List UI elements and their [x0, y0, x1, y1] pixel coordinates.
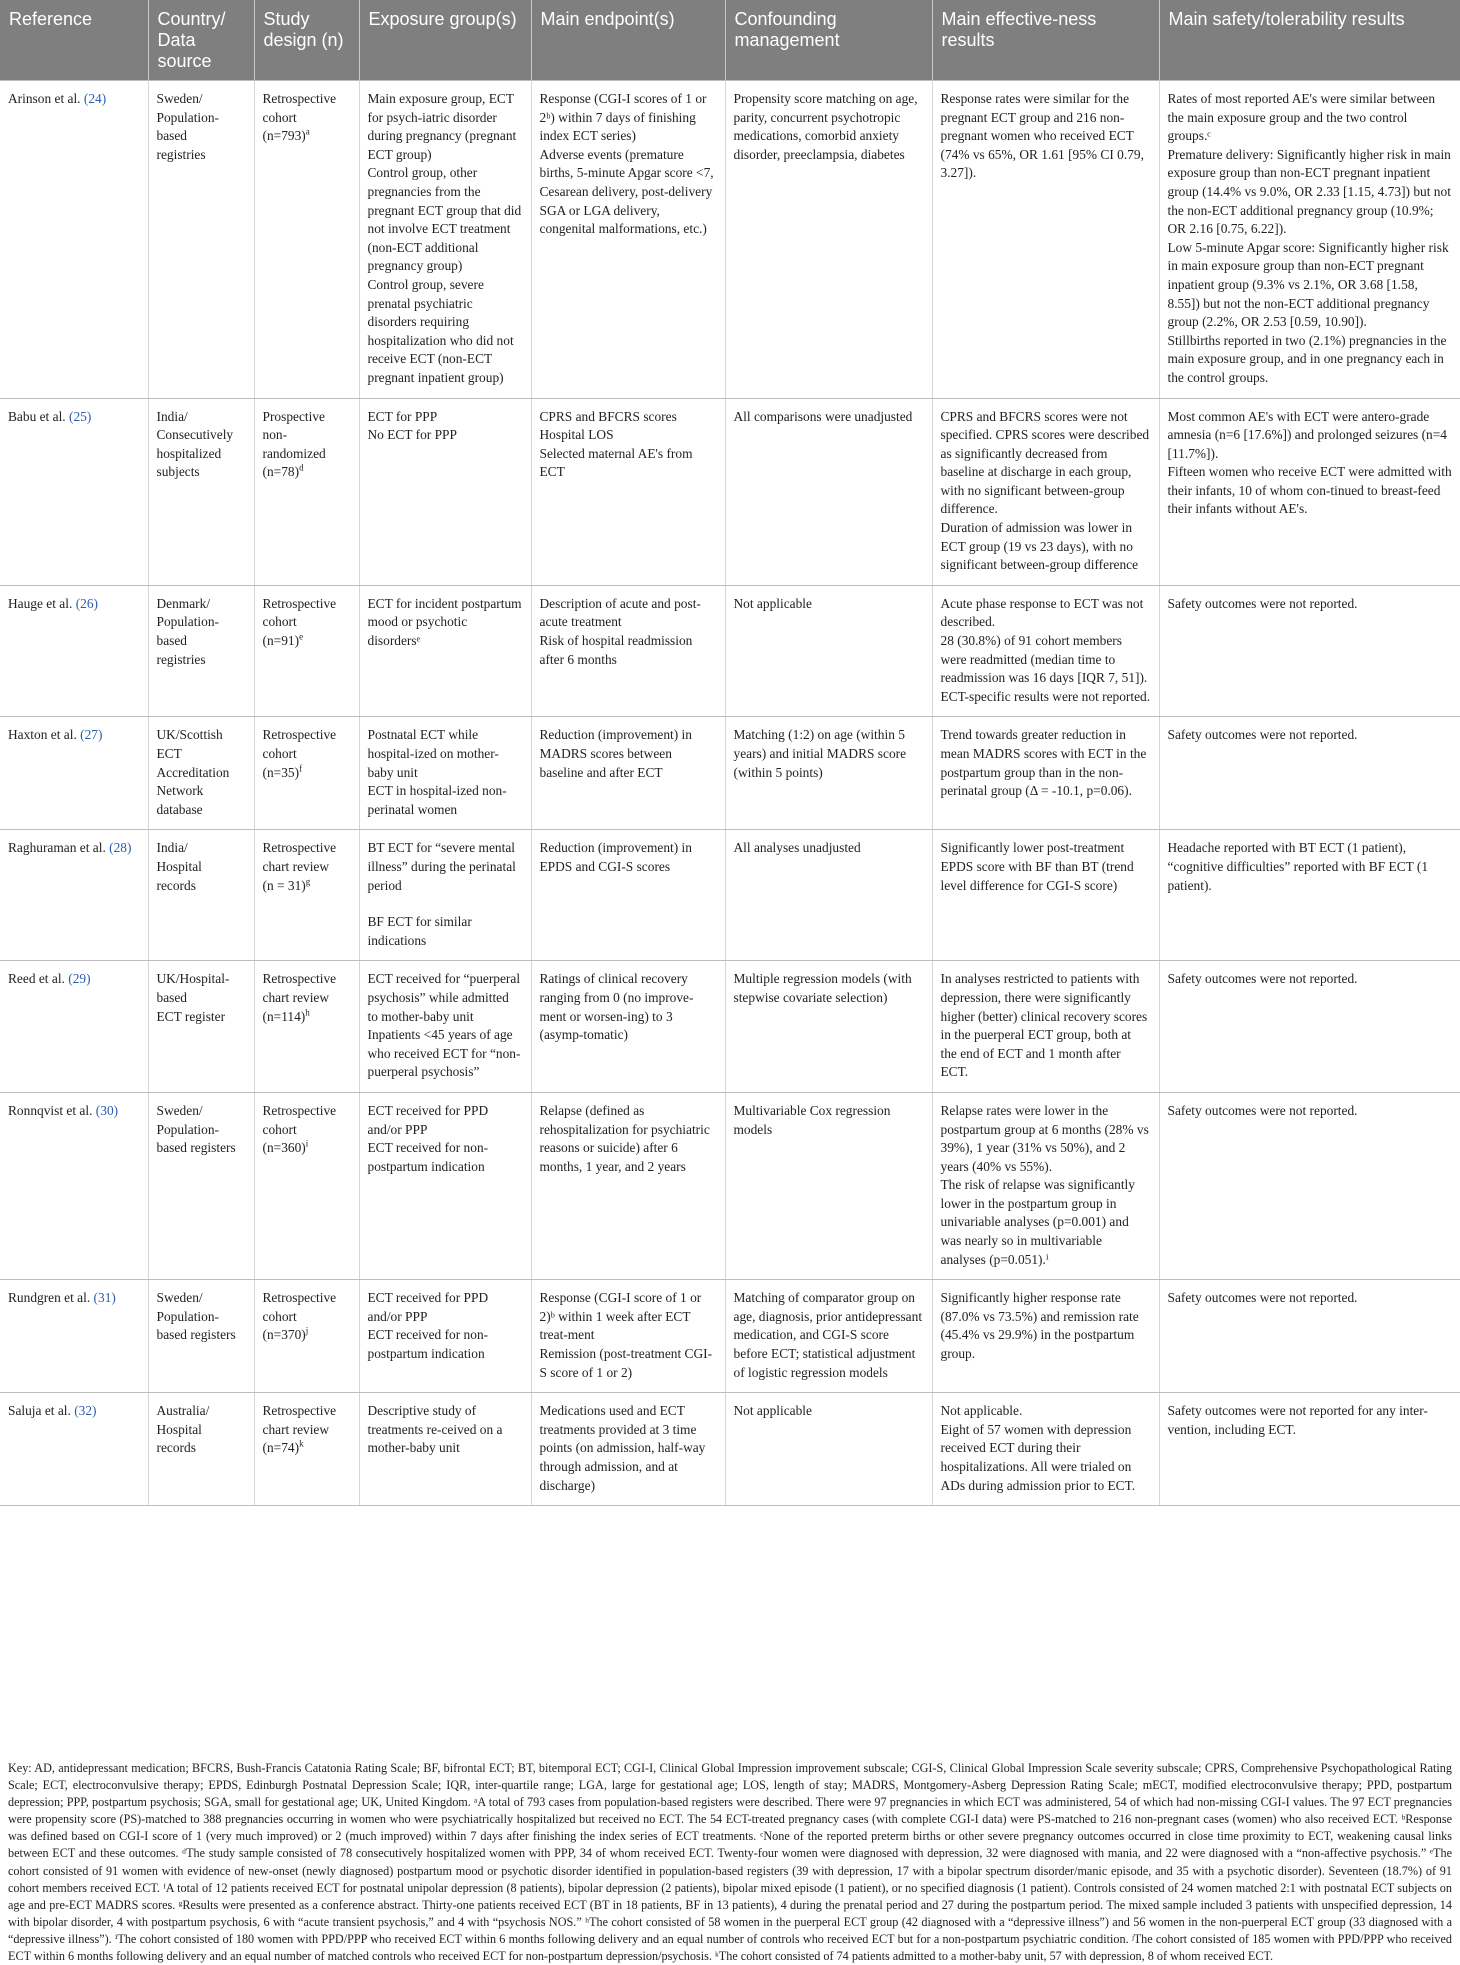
exposure-paragraph: ECT received for non-postpartum indication [367, 1140, 489, 1174]
column-header: Confounding management [725, 0, 932, 81]
footnote-marker: d [299, 462, 304, 473]
safety-paragraph: Safety outcomes were not reported. [1167, 595, 1358, 611]
exposure-paragraph: ECT for PPP [367, 408, 438, 424]
confounding-paragraph: Not applicable [733, 1403, 812, 1419]
effectiveness-paragraph: Duration of admission was lower in ECT group (19 vs 23 days), with no significant between-group difference [940, 520, 1139, 573]
header-row [0, 0, 1460, 81]
country-line: Sweden/ [156, 91, 203, 106]
effectiveness-paragraph: Response rates were similar for the pregnant ECT group and 216 non-pregnant women who received ECT (74% vs 65%, OR 1.61 [95% CI 0.79, 3.27]). [940, 91, 1144, 181]
country-line: India/ [156, 408, 188, 424]
safety-cell [1159, 1393, 1460, 1506]
sample-size-value: (n=360) [262, 1140, 306, 1156]
reference-cell [0, 398, 148, 585]
table-row [0, 1393, 1460, 1506]
confounding-cell [725, 717, 932, 830]
country-line: India/ [156, 840, 188, 856]
endpoint-paragraph: Medications used and ECT treatments provided at 3 time points (on admission, half-way through admission, and at discharge) [539, 1403, 706, 1493]
endpoint-cell [531, 398, 725, 585]
exposure-paragraph: Control group, other pregnancies from the pregnant ECT group that did not involve ECT treatment (non-ECT additional pregnancy group) [367, 165, 522, 274]
effectiveness-paragraph: Acute phase response to ECT was not described. [940, 595, 1144, 630]
endpoint-paragraph: Adverse events (premature births, 5-minute Apgar score <7, Cesarean delivery, post-delivery SGA or LGA delivery, congenital malformations, etc.) [539, 146, 714, 237]
exposure-paragraph: Inpatients <45 years of age who received ECT for “non-puerperal psychosis” [367, 1027, 521, 1080]
reference-citation-link[interactable]: (29) [68, 971, 91, 987]
effectiveness-cell [932, 585, 1159, 717]
country-line: Population- [156, 1308, 219, 1324]
design-line: Retrospective [262, 91, 337, 106]
column-header: Country/ Data source [148, 0, 254, 81]
sample-size [263, 1439, 351, 1458]
safety-cell [1159, 830, 1460, 961]
country-cell [148, 81, 254, 399]
endpoint-paragraph: Reduction (improvement) in MADRS scores between baseline and after ECT [539, 727, 692, 780]
reference-name: Haxton et al. [8, 727, 77, 743]
country-cell [148, 1280, 254, 1393]
design-cell [254, 1393, 359, 1506]
country-line: based [156, 989, 187, 1005]
confounding-cell [725, 81, 932, 399]
sample-size [263, 877, 351, 896]
effectiveness-cell [932, 830, 1159, 961]
footnote-marker: h [305, 1007, 310, 1018]
exposure-paragraph: Main exposure group, ECT for psych-iatric disorder during pregnancy (pregnant ECT group) [367, 91, 517, 162]
endpoint-cell [531, 81, 725, 399]
design-line: Retrospective [262, 971, 337, 987]
table-body [0, 81, 1460, 1506]
exposure-cell [359, 1393, 531, 1506]
design-line: cohort [262, 746, 297, 761]
safety-paragraph: Safety outcomes were not reported. [1167, 727, 1358, 743]
safety-paragraph: Stillbirths reported in two (2.1%) pregnancies in the main exposure group, and in one pregnancy each in the control groups. [1167, 332, 1447, 385]
endpoint-paragraph: Response (CGI-I scores of 1 or 2ᵇ) within 7 days of finishing index ECT series) [539, 91, 707, 144]
safety-paragraph: Most common AE's with ECT were antero-grade amnesia (n=6 [17.6%]) and prolonged seizures (n=4 [11.7%]). [1167, 408, 1447, 461]
confounding-cell [725, 1280, 932, 1393]
footnote-marker: g [305, 876, 311, 887]
sample-size [263, 1326, 351, 1345]
endpoint-paragraph: Remission (post-treatment CGI-S score of 1 or 2) [539, 1346, 713, 1380]
table-header [0, 0, 1460, 81]
design-line: chart review [262, 1421, 330, 1437]
confounding-cell [725, 585, 932, 717]
endpoint-cell [531, 830, 725, 961]
country-line: Network [156, 783, 204, 799]
country-line: Sweden/ [156, 1102, 203, 1118]
exposure-paragraph: Control group, severe prenatal psychiatric disorders requiring hospitalization who did not receive ECT (non-ECT pregnant inpatient group) [367, 276, 514, 385]
country-line: based [156, 128, 187, 144]
reference-name: Rundgren et al. [8, 1290, 91, 1306]
confounding-paragraph: Multiple regression models (with stepwise covariate selection) [733, 971, 912, 1005]
column-header: Reference [0, 0, 148, 81]
design-line: randomized [262, 445, 326, 461]
table-row [0, 1092, 1460, 1279]
exposure-cell [359, 830, 531, 961]
exposure-cell [359, 961, 531, 1093]
reference-citation-link[interactable]: (26) [75, 595, 98, 611]
effectiveness-cell [932, 961, 1159, 1093]
footnote-marker: f [299, 763, 303, 774]
safety-cell [1159, 585, 1460, 717]
reference-citation-link[interactable]: (31) [93, 1290, 116, 1306]
country-line: Consecutively [156, 427, 234, 443]
design-cell [254, 81, 359, 399]
reference-cell [0, 81, 148, 399]
endpoint-cell [531, 961, 725, 1093]
design-cell [254, 585, 359, 717]
reference-name: Reed et al. [8, 971, 65, 987]
exposure-paragraph: ECT received for non-postpartum indication [367, 1327, 489, 1362]
effectiveness-paragraph: The risk of relapse was significantly lower in the postpartum group in univariable analyses (p=0.001) and was nearly so in multivariable analyses (p=0.051).ⁱ [940, 1177, 1135, 1267]
reference-citation-link[interactable]: (24) [83, 91, 107, 106]
country-cell [148, 1393, 254, 1506]
country-line: hospitalized [156, 445, 222, 461]
country-line: registries [156, 146, 206, 162]
safety-paragraph: Headache reported with BT ECT (1 patient), “cognitive difficulties” reported with BF ECT (1 patient). [1167, 840, 1429, 893]
endpoint-paragraph: Description of acute and post-acute treatment [539, 595, 701, 630]
design-cell [254, 1280, 359, 1393]
table-footnotes [8, 1760, 1452, 1965]
country-cell [148, 1092, 254, 1279]
endpoint-cell [531, 1393, 725, 1506]
exposure-paragraph: ECT received for PPD and/or PPP [367, 1290, 489, 1324]
country-line: Population- [156, 1121, 219, 1137]
country-cell [148, 398, 254, 585]
reference-name: Arinson et al. [8, 91, 81, 106]
sample-size-value: (n=35) [262, 764, 300, 780]
design-line: Retrospective [262, 595, 337, 611]
column-header: Main effective-ness results [932, 0, 1159, 81]
reference-cell [0, 1393, 148, 1506]
design-cell [254, 717, 359, 830]
reference-citation-link[interactable]: (28) [109, 840, 132, 856]
endpoint-cell [531, 1280, 725, 1393]
country-cell [148, 717, 254, 830]
confounding-paragraph: Propensity score matching on age, parity, concurrent psychotropic medications, comorbid anxiety disorder, preeclampsia, diabetes [733, 91, 918, 162]
reference-citation-link[interactable]: (25) [69, 408, 92, 424]
footnotes-text: Key: AD, antidepressant medication; BFCRS, Bush-Francis Catatonia Rating Scale; BF, bifrontal ECT; BT, bitemporal ECT; CGI-I, Clinical Global Impression improvement subscale; CGI-S, Clinical Global Impression Scale severity subscale; CPRS, Comprehensive Psychopathological Rating Scale; ECT, electroconvulsive therapy; EPDS, Edinburgh Postnatal Depression Scale; IQR, inter-quartile range; LGA, large for gestational age; LOS, length of stay; MADRS, Montgomery-Asberg Depression Rating Scale; mECT, modified electroconvulsive therapy; PPD, postpartum depression; PPP, postpartum psychosis; SGA, small for gestational age; UK, United Kingdom. ᵃA total of 793 cases from population-based registers were described. There were 97 pregnancies in which ECT was administered, 54 of which had non-missing CGI-I values. The 97 ECT pregnancies were propensity score (PS)-matched to 388 pregnancies occurring in women who were psychiatrically hospitalized but received no ECT. The 54 ECT-treated pregnancy cases (with complete CGI-I data) were PS-matched to 216 non-pregnant cases (women) who also received ECT. ᵇResponse was defined based on CGI-I score of 1 (very much improved) or 2 (much improved) within 7 days after finishing the index series of ECT treatments. ᶜNone of the reported preterm births or other severe pregnancy outcomes occurred in close time proximity to ECT, weakening causal links between ECT and these outcomes. ᵈThe study sample consisted of 78 consecutively hospitalized women with PPP, 34 of whom received ECT. Twenty-four women were diagnosed with depression, 32 were diagnosed with mania, and 22 were diagnosed with a “non-affective psychosis.” ᵉThe cohort consisted of 91 women with evidence of new-onset (newly diagnosed) postpartum mood or psychotic disorder identified in population-based registers (39 with depression, 17 with a bipolar spectrum disorder/manic episode, and 35 with a psychotic disorder). Seventeen (18.7%) of 91 cohort members received ECT. ᶠA total of 12 patients received ECT for postnatal unipolar depression (8 patients), bipolar depression (2 patients), bipolar mixed episode (1 patient), or no specified diagnosis (1 patient). Controls consisted of 24 women matched 2:1 with postnatal ECT subjects on age and pre-ECT MADRS scores. ᵍResults were presented as a conference abstract. Thirty-one patients received ECT (BT in 18 patients, BF in 13 patients), 4 during the prenatal period and 27 during the postpartum period. The mixed sample included 3 patients with unspecified depression, 14 with bipolar disorder, 4 with postpartum psychosis, 6 with “acute transient psychosis,” and 4 with “psychosis NOS.” ʰThe cohort consisted of 58 women in the puerperal ECT group (42 diagnosed with a “depressive illness”) and 56 women in the non-puerperal ECT group (33 diagnosed with a “depressive illness”). ⁱThe cohort consisted of 180 women with PPD/PPP who received ECT within 6 months following delivery and an equal number of controls who received ECT but for a non-postpartum psychiatric condition. ʲThe cohort consisted of 185 women with PPD/PPP who received ECT within 6 months following delivery and an equal number of matched controls who received ECT for non-postpartum depression/psychosis. ᵏThe cohort consisted of 74 patients admitted to a mother-baby unit, 57 with depression, 8 of whom received ECT. [8, 1761, 1452, 1964]
design-line: chart review [262, 858, 330, 874]
safety-paragraph: Premature delivery: Significantly higher risk in main exposure group than non-ECT pregnant inpatient group (14.4% vs 9.0%, OR 2.33 [1.15, 4.73]) but not the non-ECT additional pregnancy group (10.9%; OR 2.16 [0.75, 6.22]). [1167, 146, 1451, 237]
footnote-marker: e [299, 631, 304, 642]
endpoint-cell [531, 1092, 725, 1279]
reference-cell [0, 830, 148, 961]
design-line: Retrospective [262, 1403, 337, 1419]
sample-size [263, 1139, 351, 1158]
design-line: Retrospective [262, 1290, 337, 1306]
safety-cell [1159, 398, 1460, 585]
effectiveness-paragraph: CPRS and BFCRS scores were not specified. CPRS scores were described as significantly decreased from baseline at discharge in each group, with no significant between-group difference. [940, 408, 1150, 517]
country-line: based registers [156, 1140, 236, 1156]
endpoint-paragraph: Risk of hospital readmission after 6 months [539, 633, 693, 667]
sample-size-value: (n=793) [262, 128, 306, 144]
design-line: cohort [262, 614, 297, 630]
column-header: Main safety/tolerability results [1159, 0, 1460, 81]
country-line: Denmark/ [156, 595, 211, 611]
effectiveness-cell [932, 1393, 1159, 1506]
reference-cell [0, 1092, 148, 1279]
confounding-paragraph: All comparisons were unadjusted [733, 408, 913, 424]
sample-size [263, 127, 351, 146]
confounding-paragraph: Matching (1:2) on age (within 5 years) and initial MADRS score (within 5 points) [733, 727, 907, 780]
exposure-paragraph: ECT received for “puerperal psychosis” while admitted to mother-baby unit [367, 971, 521, 1024]
exposure-paragraph: ECT received for PPD and/or PPP [367, 1102, 489, 1137]
safety-cell [1159, 1280, 1460, 1393]
endpoint-paragraph: CPRS and BFCRS scores [539, 408, 677, 424]
column-header: Exposure group(s) [359, 0, 531, 81]
sample-size [263, 632, 351, 651]
confounding-cell [725, 398, 932, 585]
effectiveness-paragraph: In analyses restricted to patients with depression, there were significantly higher (better) clinical recovery scores in the puerperal ECT group, both at the end of ECT and 1 month after ECT. [940, 971, 1148, 1080]
safety-paragraph: Fifteen women who receive ECT were admitted with their infants, 10 of whom con-tinued to breast-feed their infants without AE's. [1167, 464, 1452, 517]
country-cell [148, 585, 254, 717]
footnote-marker: a [305, 126, 310, 137]
design-line: Retrospective [262, 840, 337, 856]
endpoint-paragraph: Ratings of clinical recovery ranging from 0 (no improve-ment or worsen-ing) to 3 (asymp-tomatic) [539, 971, 694, 1043]
confounding-paragraph: Multivariable Cox regression models [733, 1102, 891, 1137]
country-line: Population- [156, 614, 219, 630]
design-line: cohort [262, 1308, 297, 1324]
country-line: ECT register [156, 1008, 226, 1024]
design-line: non- [262, 427, 288, 443]
design-cell [254, 830, 359, 961]
confounding-paragraph: Not applicable [733, 595, 812, 611]
design-line: Retrospective [262, 1102, 337, 1118]
effectiveness-cell [932, 81, 1159, 399]
country-line: Accreditation [156, 764, 230, 780]
country-line: based [156, 633, 187, 649]
endpoint-cell [531, 717, 725, 830]
country-line: Australia/ [156, 1403, 210, 1419]
country-line: records [156, 877, 196, 893]
confounding-cell [725, 1393, 932, 1506]
effectiveness-cell [932, 1092, 1159, 1279]
reference-name: Saluja et al. [8, 1403, 71, 1419]
safety-paragraph: Safety outcomes were not reported. [1167, 1290, 1358, 1306]
country-line: UK/Scottish [156, 727, 223, 743]
reference-citation-link[interactable]: (27) [80, 727, 103, 743]
sample-size-value: (n=78) [262, 464, 300, 480]
exposure-paragraph: BF ECT for similar indications [367, 914, 472, 948]
footnote-marker: k [299, 1438, 304, 1449]
exposure-paragraph: No ECT for PPP [367, 427, 457, 443]
effectiveness-paragraph: Eight of 57 women with depression received ECT during their hospitalizations. All were trialed on ADs during admission prior to ECT. [940, 1421, 1136, 1493]
table-row [0, 81, 1460, 399]
design-line: Prospective [262, 408, 325, 424]
effectiveness-paragraph: 28 (30.8%) of 91 cohort members were readmitted (median time to readmission was 16 days [IQR 7, 51]). ECT-specific results were not reported. [940, 633, 1151, 704]
reference-name: Hauge et al. [8, 595, 73, 611]
confounding-cell [725, 830, 932, 961]
exposure-cell [359, 1280, 531, 1393]
table-row [0, 585, 1460, 717]
effectiveness-paragraph: Significantly lower post-treatment EPDS score with BF than BT (trend level difference for CGI-S score) [940, 840, 1134, 893]
sample-size-value: (n=91) [262, 633, 300, 649]
safety-paragraph: Safety outcomes were not reported for any inter-vention, including ECT. [1167, 1403, 1428, 1437]
effectiveness-paragraph: Relapse rates were lower in the postpartum group at 6 months (28% vs 39%), 1 year (31% vs 50%), and 2 years (40% vs 55%). [940, 1102, 1149, 1174]
safety-cell [1159, 1092, 1460, 1279]
exposure-cell [359, 81, 531, 399]
country-line: Hospital [156, 858, 202, 874]
reference-cell [0, 961, 148, 1093]
sample-size-value: (n=370) [262, 1327, 306, 1343]
sample-size [263, 463, 351, 482]
reference-name: Raghuraman et al. [8, 840, 106, 856]
country-line: records [156, 1440, 196, 1456]
country-line: Sweden/ [156, 1290, 203, 1306]
exposure-paragraph: BT ECT for “severe mental illness” during the perinatal period [367, 840, 516, 893]
reference-cell [0, 717, 148, 830]
exposure-cell [359, 398, 531, 585]
reference-citation-link[interactable]: (30) [95, 1102, 119, 1118]
safety-paragraph: Safety outcomes were not reported. [1167, 971, 1358, 987]
confounding-paragraph: Matching of comparator group on age, diagnosis, prior antidepressant medication, and CGI-S score before ECT; statistical adjustment of logistic regression models [733, 1290, 923, 1380]
sample-size [263, 764, 351, 783]
effectiveness-paragraph: Not applicable. [940, 1403, 1023, 1419]
design-line: Retrospective [262, 727, 337, 743]
table-row [0, 961, 1460, 1093]
exposure-cell [359, 717, 531, 830]
effectiveness-paragraph: Trend towards greater reduction in mean MADRS scores with ECT in the postpartum group than in the non-perinatal group (Δ = -10.1, p=0.06). [940, 727, 1147, 799]
effectiveness-cell [932, 1280, 1159, 1393]
exposure-cell [359, 585, 531, 717]
country-line: UK/Hospital- [156, 971, 230, 987]
endpoint-paragraph: Response (CGI-I score of 1 or 2)ᵇ within 1 week after ECT treat-ment [539, 1290, 702, 1343]
table-row [0, 830, 1460, 961]
exposure-paragraph: Descriptive study of treatments re-ceived on a mother-baby unit [367, 1403, 503, 1456]
endpoint-paragraph: Relapse (defined as rehospitalization for psychiatric reasons or suicide) after 6 months, 1 year, and 2 years [539, 1102, 710, 1174]
reference-name: Ronnqvist et al. [8, 1102, 93, 1118]
exposure-paragraph: ECT in hospital-ized non-perinatal women [367, 783, 507, 817]
country-line: based registers [156, 1327, 236, 1343]
sample-size-value: (n=114) [262, 1008, 306, 1024]
endpoint-cell [531, 585, 725, 717]
exposure-cell [359, 1092, 531, 1279]
sample-size-value: (n = 31) [262, 877, 306, 893]
design-line: cohort [262, 1121, 297, 1137]
reference-citation-link[interactable]: (32) [74, 1403, 97, 1419]
footnote-marker: j [305, 1325, 309, 1336]
endpoint-paragraph: Hospital LOS [539, 427, 614, 443]
reference-cell [0, 1280, 148, 1393]
exposure-paragraph: ECT for incident postpartum mood or psychotic disordersᵉ [367, 595, 522, 649]
safety-paragraph: Safety outcomes were not reported. [1167, 1102, 1358, 1118]
endpoint-paragraph: Reduction (improvement) in EPDS and CGI-S scores [539, 840, 692, 874]
reference-name: Babu et al. [8, 408, 66, 424]
sample-size-value: (n=74) [262, 1440, 300, 1456]
design-cell [254, 961, 359, 1093]
country-line: ECT [156, 746, 182, 761]
table-row [0, 398, 1460, 585]
table-row [0, 717, 1460, 830]
design-cell [254, 1092, 359, 1279]
design-cell [254, 398, 359, 585]
design-line: cohort [262, 109, 297, 125]
design-line: chart review [262, 989, 330, 1005]
footnote-marker: i [305, 1138, 309, 1149]
column-header: Main endpoint(s) [531, 0, 725, 81]
effectiveness-cell [932, 717, 1159, 830]
country-line: database [156, 801, 203, 817]
table-row [0, 1280, 1460, 1393]
effectiveness-cell [932, 398, 1159, 585]
column-header: Study design (n) [254, 0, 359, 81]
exposure-paragraph: Postnatal ECT while hospital-ized on mother-baby unit [367, 727, 499, 780]
confounding-cell [725, 961, 932, 1093]
safety-paragraph: Low 5-minute Apgar score: Significantly higher risk in main exposure group than non-ECT pregnant inpatient group (9.3% vs 2.1%, OR 3.68 [1.58, 8.55]) but not the non-ECT additional pregnancy group (2.2%, OR 2.53 [0.59, 10.90]). [1167, 239, 1449, 330]
safety-cell [1159, 961, 1460, 1093]
country-cell [148, 961, 254, 1093]
sample-size [263, 1008, 351, 1027]
country-cell [148, 830, 254, 961]
confounding-paragraph: All analyses unadjusted [733, 840, 861, 856]
safety-cell [1159, 717, 1460, 830]
effectiveness-paragraph: Significantly higher response rate (87.0% vs 73.5%) and remission rate (45.4% vs 29.9%) in the postpartum group. [940, 1290, 1139, 1362]
reference-cell [0, 585, 148, 717]
safety-paragraph: Rates of most reported AE's were similar between the main exposure group and the two control groups.ᶜ [1167, 91, 1436, 144]
endpoint-paragraph: Selected maternal AE's from ECT [539, 445, 693, 480]
confounding-cell [725, 1092, 932, 1279]
country-line: Hospital [156, 1421, 202, 1437]
safety-cell [1159, 81, 1460, 399]
country-line: registries [156, 651, 206, 667]
country-line: Population- [156, 109, 219, 125]
paragraph-gap [368, 895, 523, 913]
country-line: subjects [156, 464, 200, 480]
